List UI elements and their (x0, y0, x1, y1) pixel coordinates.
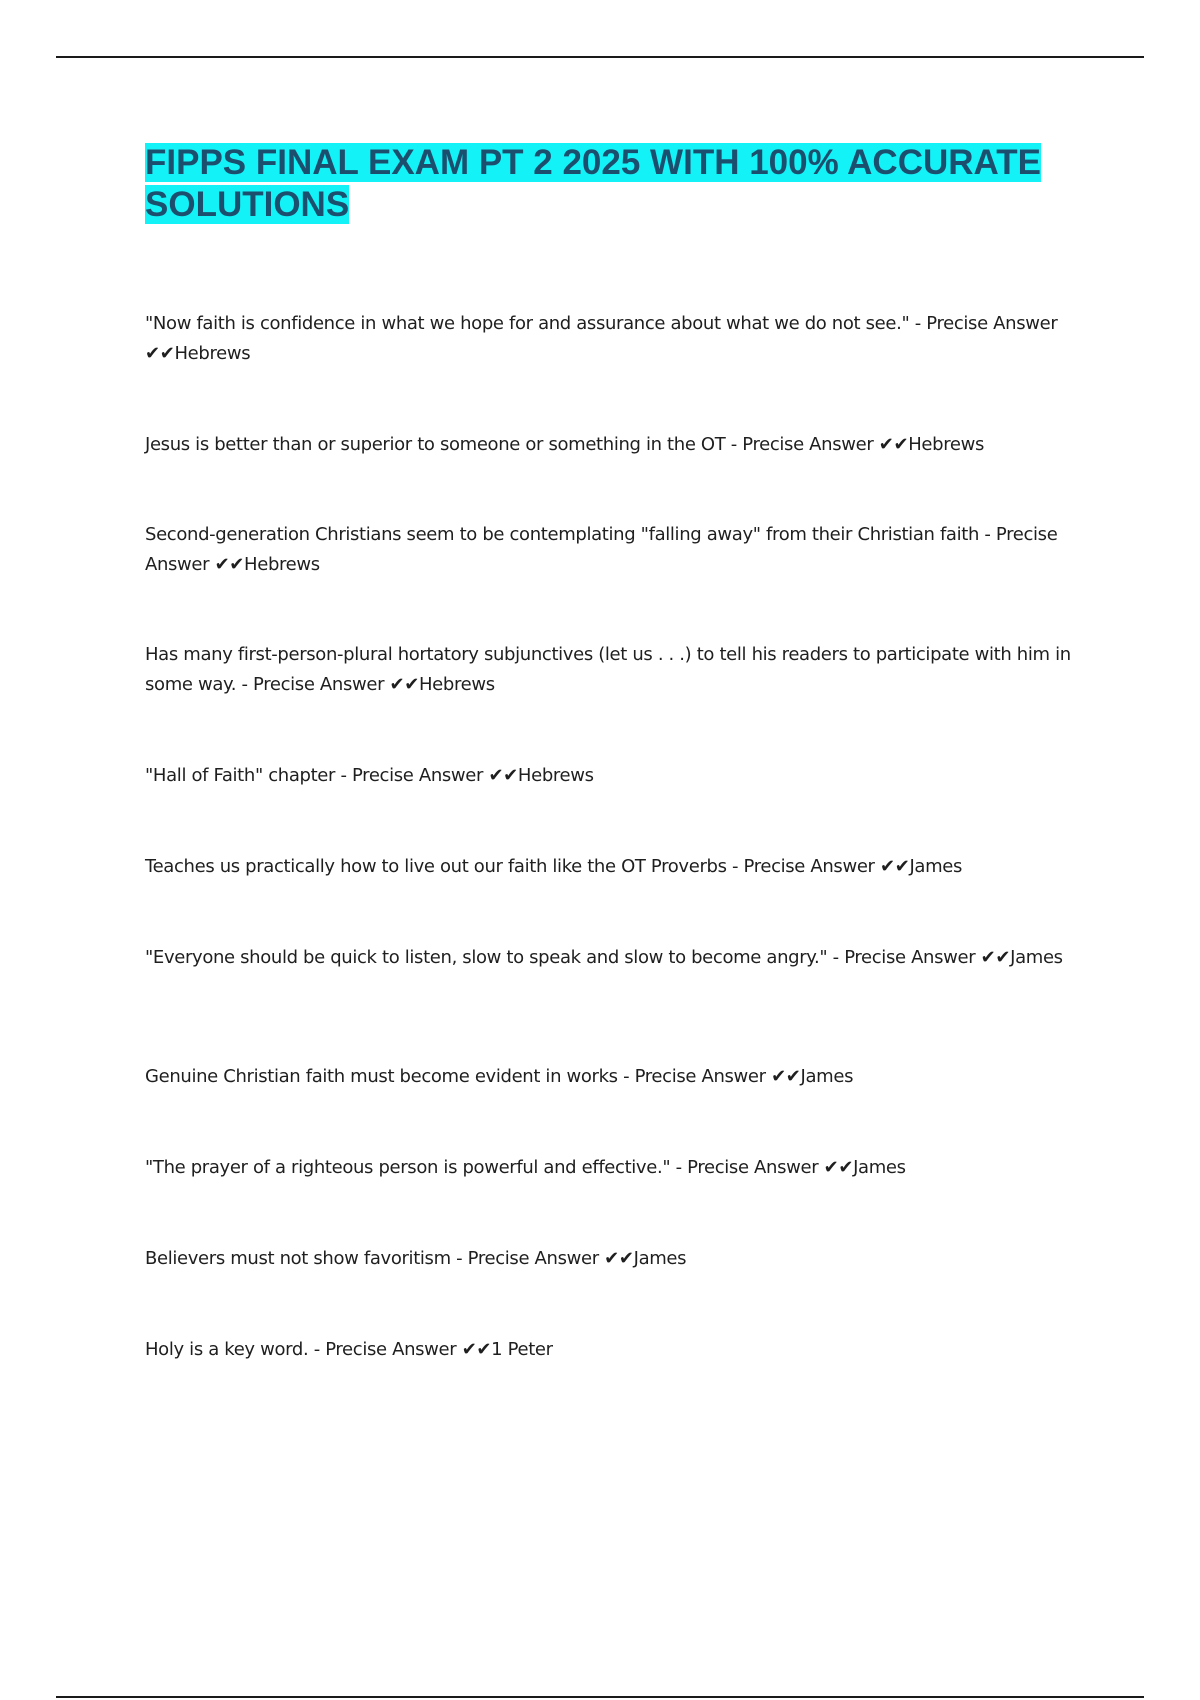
question-text: "Hall of Faith" chapter (145, 765, 336, 786)
question-text: Believers must not show favoritism (145, 1248, 451, 1269)
answer-label: Precise Answer (325, 1339, 457, 1360)
question-text: Jesus is better than or superior to someone or something in the OT (145, 434, 726, 455)
separator: - (726, 856, 744, 877)
qa-item-6 (145, 852, 1090, 882)
separator: - (450, 1248, 468, 1269)
answer-text: James (853, 1157, 906, 1178)
double-check-icon: ✔✔ (980, 947, 1011, 968)
double-check-icon: ✔✔ (771, 1066, 801, 1087)
document-title-text: FIPPS FINAL EXAM PT 2 2025 WITH 100% ACCURATE SOLUTIONS (145, 143, 1041, 224)
answer-label: Precise Answer (926, 313, 1058, 334)
top-rule (56, 56, 1144, 58)
answer-text: Hebrews (244, 554, 320, 575)
double-check-icon: ✔✔ (214, 554, 245, 575)
double-check-icon: ✔✔ (389, 674, 419, 695)
qa-item-10 (145, 1244, 1090, 1274)
question-text: "Now faith is confidence in what we hope for and assurance about what we do not see." (145, 313, 910, 334)
separator: - (979, 524, 996, 545)
double-check-icon: ✔✔ (488, 765, 518, 786)
qa-item-1 (145, 309, 1090, 369)
double-check-icon: ✔✔ (145, 343, 175, 364)
answer-label: Precise Answer (467, 1248, 599, 1269)
answer-text: James (800, 1066, 854, 1087)
separator: - (308, 1339, 326, 1360)
answer-label: Precise Answer (145, 524, 1058, 575)
double-check-icon: ✔✔ (879, 856, 910, 877)
qa-item-5 (145, 761, 1090, 791)
qa-item-4 (145, 640, 1090, 700)
answer-label: Precise Answer (743, 856, 875, 877)
separator: - (617, 1066, 635, 1087)
qa-item-7 (145, 943, 1090, 973)
qa-item-3 (145, 520, 1090, 580)
answer-label: Precise Answer (634, 1066, 766, 1087)
question-text: Second-generation Christians seem to be contemplating "falling away" from their Christian faith (145, 524, 980, 545)
separator: - (725, 434, 743, 455)
separator: - (670, 1157, 688, 1178)
bottom-rule (56, 1696, 1144, 1698)
question-text: Genuine Christian faith must become evident in works (145, 1066, 618, 1087)
separator: - (909, 313, 927, 334)
answer-text: 1 Peter (491, 1339, 553, 1360)
separator: - (827, 947, 845, 968)
qa-item-2 (145, 430, 1090, 460)
separator: - (236, 674, 254, 695)
question-text: Teaches us practically how to live out our faith like the OT Proverbs (145, 856, 727, 877)
answer-text: James (909, 856, 963, 877)
qa-item-8 (145, 1062, 1090, 1092)
answer-label: Precise Answer (844, 947, 976, 968)
double-check-icon: ✔✔ (878, 434, 909, 455)
question-text: Holy is a key word. (145, 1339, 309, 1360)
question-text: Has many first-person-plural hortatory subjunctives (let us . . .) to tell his readers to participate with him in some way. (145, 644, 1071, 695)
answer-text: Hebrews (908, 434, 984, 455)
answer-text: Hebrews (174, 343, 251, 364)
answer-label: Precise Answer (351, 765, 484, 786)
qa-item-11 (145, 1335, 1090, 1365)
double-check-icon: ✔✔ (461, 1339, 492, 1360)
answer-text: James (633, 1248, 687, 1269)
answer-label: Precise Answer (687, 1157, 819, 1178)
question-text: "The prayer of a righteous person is powerful and effective." (145, 1157, 671, 1178)
answer-label: Precise Answer (253, 674, 385, 695)
answer-text: Hebrews (418, 674, 495, 695)
qa-item-9 (145, 1153, 1090, 1183)
document-title (145, 142, 1085, 226)
double-check-icon: ✔✔ (604, 1248, 634, 1269)
double-check-icon: ✔✔ (823, 1157, 854, 1178)
answer-text: James (1010, 947, 1063, 968)
answer-text: Hebrews (517, 765, 594, 786)
answer-label: Precise Answer (742, 434, 874, 455)
separator: - (335, 765, 352, 786)
question-text: "Everyone should be quick to listen, slow to speak and slow to become angry." (145, 947, 828, 968)
